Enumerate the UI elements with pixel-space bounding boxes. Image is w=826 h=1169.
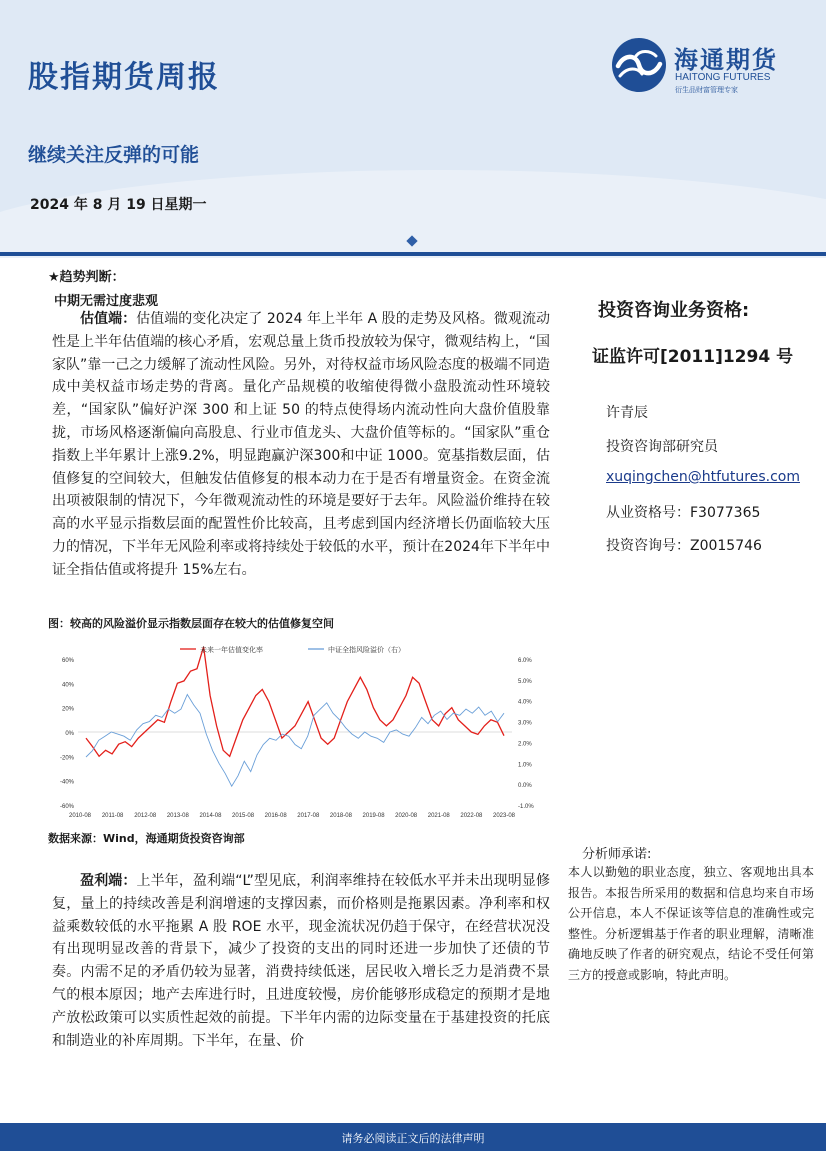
logo-chinese-name: 海通期货 [674,46,778,74]
series-line-valuation-change [86,647,504,757]
x-axis-tick-label: 2019-08 [362,813,385,819]
left-axis-tick-label: -60% [59,804,74,810]
advisory-number: 投资咨询号：Z0015746 [606,538,762,554]
earnings-lead: 盈利端： [80,873,137,889]
x-axis-tick-label: 2013-08 [166,813,189,819]
valuation-lead: 估值端： [80,311,137,327]
x-axis-tick-label: 2011-08 [101,813,124,819]
valuation-risk-premium-chart [50,635,550,825]
analyst-dept: 投资咨询部研究员 [606,439,718,455]
company-logo [610,36,800,98]
earnings-paragraph [52,870,550,1052]
right-axis-tick-label: 4.0% [518,699,532,706]
left-axis-tick-label: 20% [61,706,74,713]
legend-label: 未来一年估值变化率 [200,646,263,654]
right-axis-tick-label: 3.0% [518,720,532,727]
footer-legal-note[interactable]: 请务必阅读正文后的法律声明 [341,1132,485,1145]
earnings-body: 上半年，盈利端“L”型见底，利润率维持在较低水平并未出现明显修复，量上的持续改善是利润增速的支撑因素，而价格则是拖累因素。净利率和权益乘数较低的水平拖累 A 股 ROE 水平，现金流状况仍趋于保守，在经营状况没有出现明显改善的背景下，减少了投资的支出的同时还进一步加快了还债的节奏。内需不足的矛盾仍较为显著，消费持续低迷，居民收入增长乏力是消费不景气的根本原因；地产去库进行时，且进度较慢，房价能够形成稳定的预期才是地产放松政策可以实质性起效的前提。下半年内需的边际变量在于基建投资的托底和制造业的补库周期。下半年，在量、价 [52,873,550,1049]
right-axis-tick-label: 5.0% [518,678,532,685]
trend-heading: ★趋势判断： [48,270,125,285]
x-axis-tick-label: 2020-08 [395,813,418,819]
report-subtitle: 继续关注反弹的可能 [28,144,200,166]
analyst-promise-label: 分析师承诺: [582,847,652,862]
analyst-name: 许青辰 [606,405,648,421]
x-axis-tick-label: 2023-08 [492,813,516,819]
valuation-body: 估值端的变化决定了 2024 年上半年 A 股的走势及风格。微观流动性是上半年估值端的核心矛盾，宏观总量上货币投放较为保守，微观结构上，“国家队”靠一己之力缓解了流动性风险。另外，对待权益市场风险态度的极端不同造成中美权益市场走势的背离。量化产品规模的收缩使得微小盘股流动性环境较差，“国家队”偏好沪深 300 和上证 50 的特点使得场内流动性向大盘价值股靠拢，市场风格逐渐偏向高股息、行业市值龙头、大盘价值等标的。“国家队”重仓指数上半年累计上涨9.2%，明显跑赢沪深300和中证 1000。宽基指数层面，估值修复的空间较大，但触发估值修复的根本动力在于是否有增量资金。在资金流出项被限制的情况下，今年微观流动性的环境是要好于去年。风险溢价维持在较高的水平显示指数层面的配置性价比较高，且考虑到国内经济增长仍面临较大压力的情况，下半年无风险利率或将持续处于较低的水平，预计在2024年下半年中证全指估值或将提升 15%左右。 [52,311,550,578]
x-axis-tick-label: 2016-08 [264,813,287,819]
analyst-email[interactable] [606,469,800,485]
figure-title: 图：较高的风险溢价显示指数层面存在较大的估值修复空间 [48,617,334,630]
haitong-logo-icon [610,36,668,94]
legend-label: 中证全指风险溢价（右） [328,646,405,654]
valuation-paragraph [52,308,550,582]
analyst-email-link[interactable]: xuqingchen@htfutures.com [606,469,800,485]
figure-source: 数据来源：Wind，海通期货投资咨询部 [48,832,245,845]
right-axis-tick-label: -1.0% [518,804,534,810]
report-date: 2024 年 8 月 19 日星期一 [30,197,207,213]
x-axis-tick-label: 2017-08 [297,813,320,819]
right-axis-tick-label: 2.0% [518,741,532,748]
left-axis-tick-label: 40% [61,682,74,689]
right-axis-tick-label: 1.0% [518,762,532,769]
practice-number: 从业资格号：F3077365 [606,505,761,521]
x-axis-tick-label: 2014-08 [199,813,222,819]
x-axis-tick-label: 2021-08 [427,813,450,819]
x-axis-tick-label: 2010-08 [68,813,92,819]
logo-slogan: 衍生品财富管理专家 [675,86,738,94]
license-number: 证监许可[2011]1294 号 [592,347,794,367]
left-axis-tick-label: 0% [65,731,74,737]
x-axis-tick-label: 2015-08 [232,813,255,819]
section-heading: 中期无需过度悲观 [54,294,159,309]
x-axis-tick-label: 2022-08 [460,813,483,819]
left-axis-tick-label: -40% [59,779,74,786]
x-axis-tick-label: 2018-08 [329,813,352,819]
header-divider [0,252,826,256]
left-axis-tick-label: -20% [59,755,74,762]
series-line-risk-premium [86,695,504,787]
left-axis-tick-label: 60% [61,658,74,664]
right-axis-tick-label: 6.0% [518,658,532,664]
analyst-promise-text: 本人以勤勉的职业态度，独立、客观地出具本报告。本报告所采用的数据和信息均来自市场公开信息，本人不保证该等信息的准确性或完整性。分析逻辑基于作者的职业理解，清晰准确地反映了作者的研究观点，结论不受任何第三方的授意或影响，特此声明。 [568,865,814,982]
x-axis-tick-label: 2012-08 [134,813,157,819]
qualification-label: 投资咨询业务资格: [598,300,750,321]
footer-bar [0,1123,826,1151]
report-title: 股指期货周报 [28,60,220,95]
right-axis-tick-label: 0.0% [518,783,532,790]
logo-english-name: HAITONG FUTURES [675,72,771,83]
